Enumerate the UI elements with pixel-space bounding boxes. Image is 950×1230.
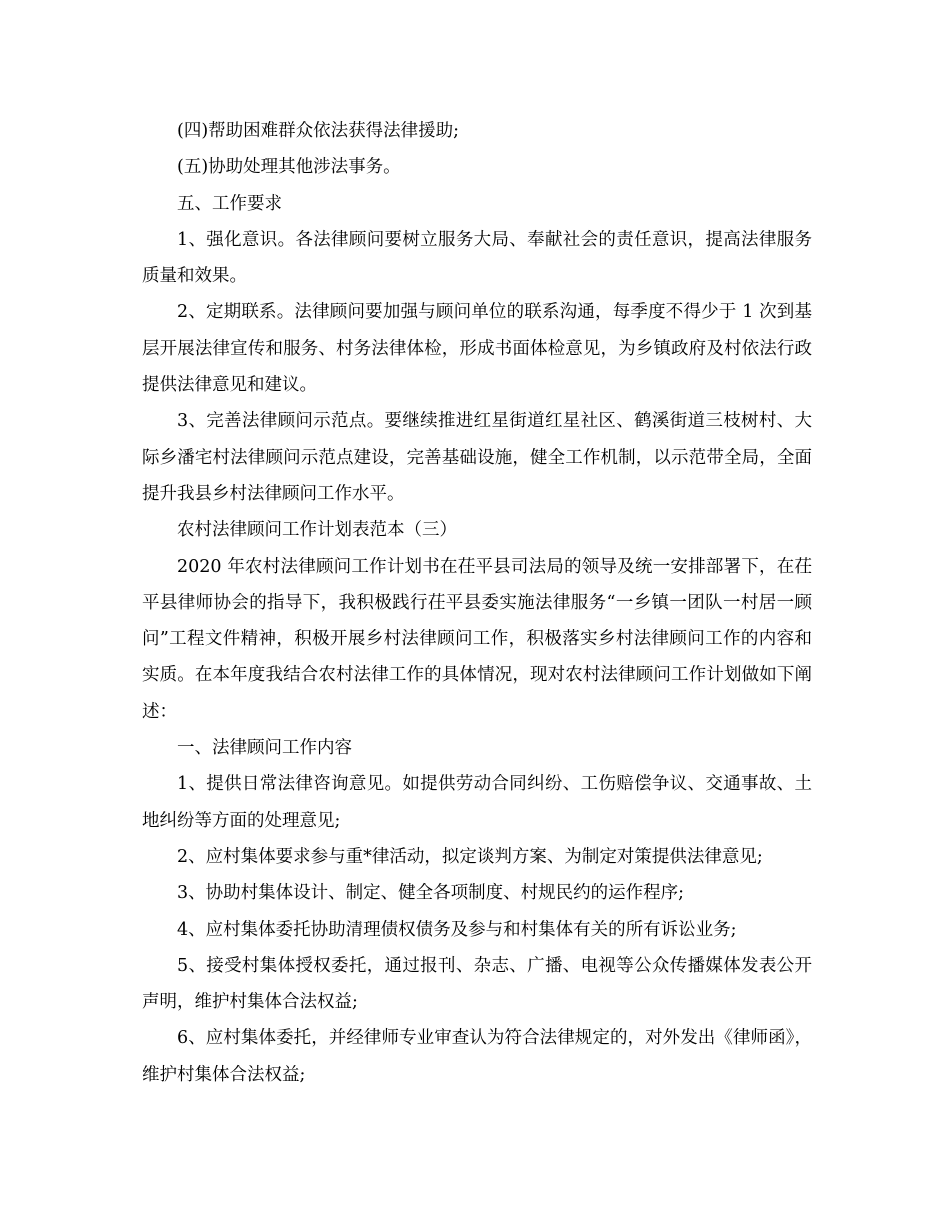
list-item-4: 4、应村集体委托协助清理债权债务及参与和村集体有关的所有诉讼业务;: [177, 919, 737, 940]
document-subtitle: 农村法律顾问工作计划表范本（三）: [177, 520, 457, 541]
paragraph-regular-contact: 2、定期联系。法律顾问要加强与顾问单位的联系沟通，每季度不得少于 1 次到基层开展法律宣传和服务、村务法律体检，形成书面体检意见，为乡镇政府及村依法行政提供法律意见和建议。: [142, 302, 812, 396]
paragraph-strengthen-awareness: 1、强化意识。各法律顾问要树立服务大局、奉献社会的责任意识，提高法律服务质量和效果。: [142, 229, 812, 287]
paragraph-demonstration-sites: 3、完善法律顾问示范点。要继续推进红星街道红星社区、鹤溪街道三枝树村、大际乡潘宅村法律顾问示范点建设，完善基础设施，健全工作机制，以示范带全局，全面提升我县乡村法律顾问工作水平。: [142, 411, 812, 504]
list-item-6: 6、应村集体委托，并经律师专业审查认为符合法律规定的，对外发出《律师函》，维护村集体合法权益;: [142, 1028, 812, 1085]
section-heading-work-content: 一、法律顾问工作内容: [177, 738, 352, 759]
list-item-3: 3、协助村集体设计、制定、健全各项制度、村规民约的运作程序;: [177, 883, 685, 904]
list-item-1: 1、提供日常法律咨询意见。如提供劳动合同纠纷、工伤赔偿争议、交通事故、土地纠纷等方面的处理意见;: [142, 774, 812, 831]
list-item-2: 2、应村集体要求参与重*律活动，拟定谈判方案、为制定对策提供法律意见;: [177, 846, 763, 867]
paragraph-item-5: (五)协助处理其他涉法事务。: [177, 157, 401, 178]
section-heading-work-requirements: 五、工作要求: [177, 193, 282, 214]
list-item-5: 5、接受村集体授权委托，通过报刊、杂志、广播、电视等公众传播媒体发表公开声明，维护村集体合法权益;: [142, 955, 812, 1013]
document-page: [142, 113, 812, 1093]
paragraph-item-4: (四)帮助困难群众依法获得法律援助;: [177, 121, 460, 141]
paragraph-intro-2020: 2020 年农村法律顾问工作计划书在茌平县司法局的领导及统一安排部署下，在茌平县律师协会的指导下，我积极践行茌平县委实施法律服务“一乡镇一团队一村居一顾问”工程文件精神，积极开展乡村法律顾问工作，积极落实乡村法律顾问工作的内容和实质。在本年度我结合农村法律工作的具体情况，现对农村法律顾问工作计划做如下阐述：: [142, 556, 812, 722]
